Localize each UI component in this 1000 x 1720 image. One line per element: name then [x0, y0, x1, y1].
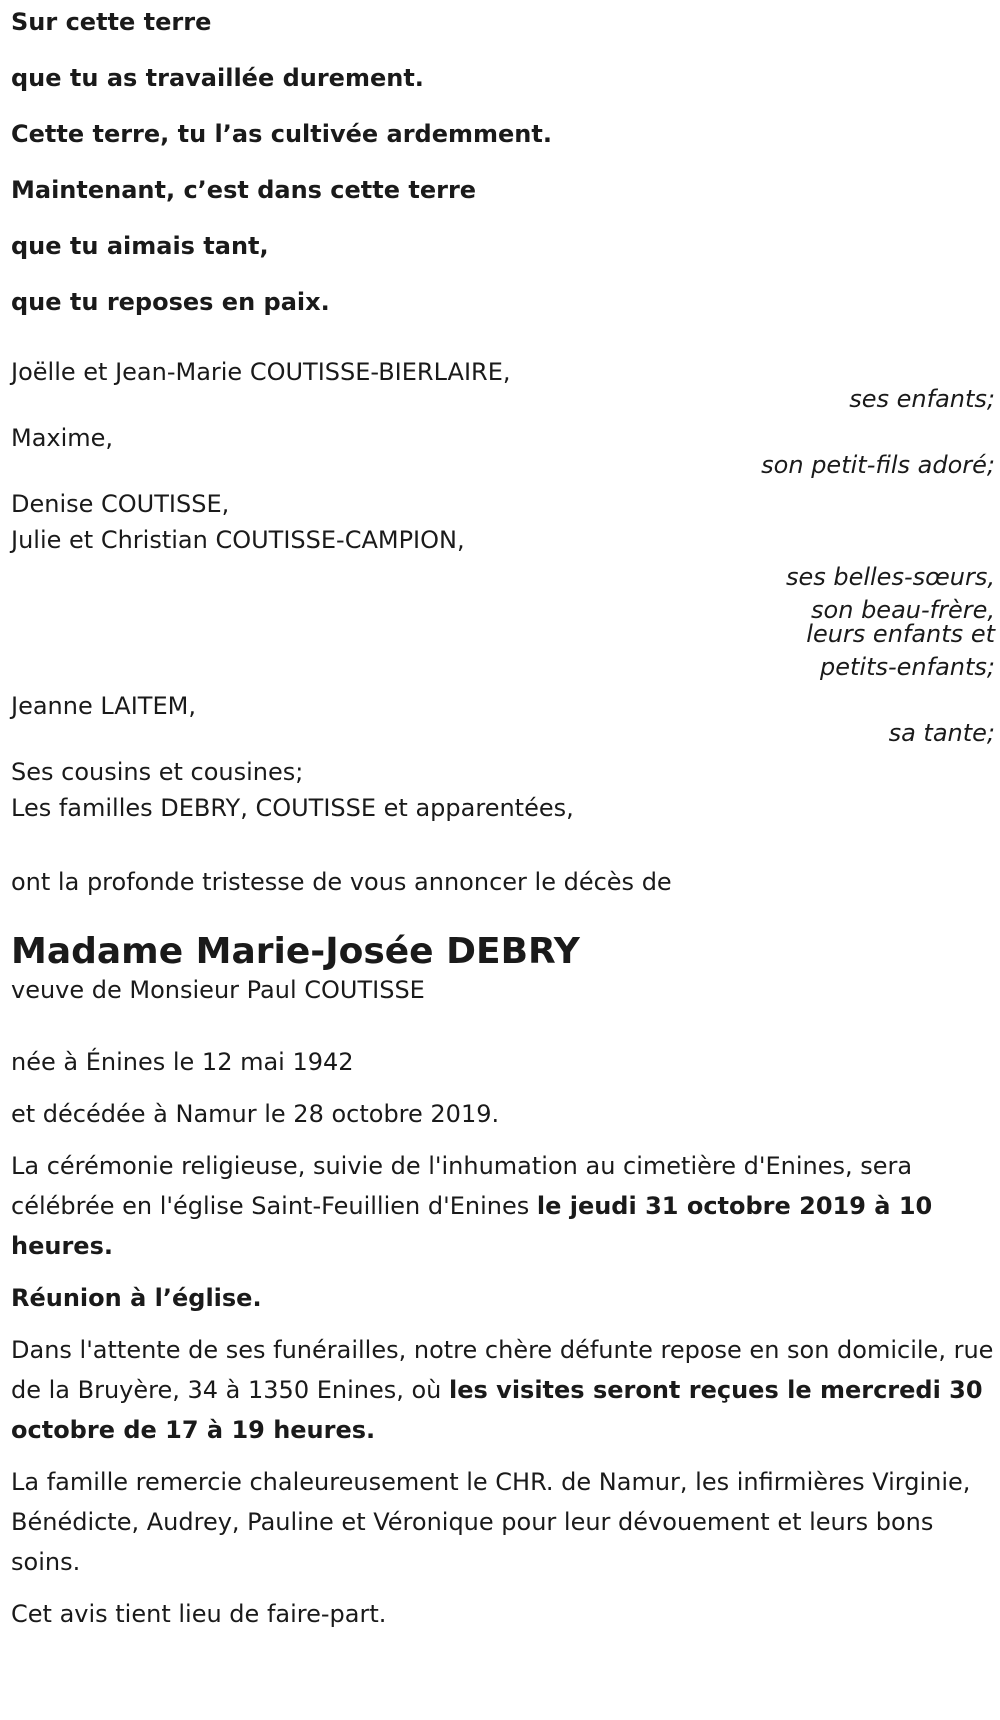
inlaw-name: Denise COUTISSE,: [11, 490, 230, 518]
poem-line: Sur cette terre: [11, 8, 212, 36]
family-list: [11, 352, 995, 828]
ceremony-info: [11, 1146, 995, 1266]
children-name: Joëlle et Jean-Marie COUTISSE-BIERLAIRE,: [11, 358, 511, 386]
inlaw-role: son beau-frère,: [811, 596, 995, 624]
obituary-notice: [11, 0, 995, 1634]
poem-line: que tu aimais tant,: [11, 232, 269, 260]
widow-of: veuve de Monsieur Paul COUTISSE: [11, 976, 425, 1004]
inlaw-role: leurs enfants et: [806, 620, 995, 648]
family-grandson: [11, 418, 995, 480]
aunt-name: Jeanne LAITEM,: [11, 692, 196, 720]
ceremony-text: La cérémonie religieuse, suivie de l'inhumation au cimetière d'Enines, sera célébrée en l'église Saint-Feuillien d'Enines: [11, 1152, 913, 1220]
family-others: [11, 752, 995, 828]
inlaw-role: petits-enfants;: [820, 653, 995, 681]
family-children: [11, 352, 995, 414]
announcement: ont la profonde tristesse de vous annoncer le décès de: [11, 868, 672, 896]
families: Les familles DEBRY, COUTISSE et apparentées,: [11, 794, 574, 822]
visits-schedule: les visites seront reçues le mercredi 30 octobre de 17 à 19 heures.: [11, 1376, 983, 1444]
family-aunt: [11, 686, 995, 748]
visits-text: Dans l'attente de ses funérailles, notre chère défunte repose en son domicile, rue de la Bruyère, 34 à 1350 Enines, où: [11, 1336, 994, 1404]
grandson-name: Maxime,: [11, 424, 114, 452]
ceremony-date: le jeudi 31 octobre 2019 à 10 heures.: [11, 1192, 933, 1260]
poem-line: que tu as travaillée durement.: [11, 64, 424, 92]
visits-info: [11, 1330, 995, 1450]
deceased-name: Madame Marie-Josée DEBRY: [11, 931, 580, 972]
cousins: Ses cousins et cousines;: [11, 758, 304, 786]
meeting-info: [11, 1278, 995, 1318]
poem-line: Cette terre, tu l’as cultivée ardemment.: [11, 120, 552, 148]
family-inlaws: [11, 484, 995, 682]
grandson-role: son petit-fils adoré;: [761, 451, 995, 479]
poem: [11, 0, 995, 332]
children-role: ses enfants;: [849, 385, 995, 413]
inlaw-role: ses belles-sœurs,: [785, 563, 995, 591]
death-info: et décédée à Namur le 28 octobre 2019.: [11, 1100, 500, 1128]
poem-line: Maintenant, c’est dans cette terre: [11, 176, 477, 204]
birth-info: née à Énines le 12 mai 1942: [11, 1048, 354, 1076]
meeting-text: Réunion à l’église.: [11, 1284, 262, 1312]
poem-line: que tu reposes en paix.: [11, 288, 330, 316]
inlaw-name: Julie et Christian COUTISSE-CAMPION,: [11, 526, 465, 554]
thanks: La famille remercie chaleureusement le CHR. de Namur, les infirmières Virginie, Bénédicte, Audrey, Pauline et Véronique pour leur dévouement et leurs bons soins.: [11, 1468, 971, 1576]
notice: Cet avis tient lieu de faire-part.: [11, 1600, 387, 1628]
aunt-role: sa tante;: [888, 719, 995, 747]
